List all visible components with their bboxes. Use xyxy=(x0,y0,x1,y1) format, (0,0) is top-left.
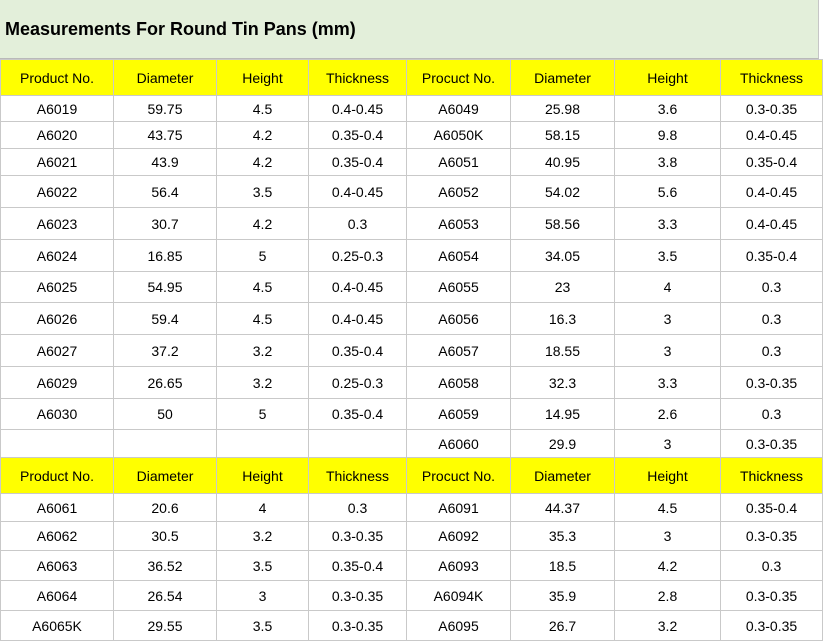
value-cell: 0.3-0.35 xyxy=(721,367,823,399)
product-number-cell: A6053 xyxy=(407,208,511,240)
value-cell: 0.25-0.3 xyxy=(309,240,407,272)
value-cell: 58.56 xyxy=(511,208,615,240)
table-row xyxy=(1,335,823,367)
value-cell: 36.52 xyxy=(114,551,217,581)
value-cell: 3 xyxy=(615,430,721,458)
product-number-cell: A6059 xyxy=(407,399,511,430)
column-header: Height xyxy=(217,60,309,96)
value-cell: 16.85 xyxy=(114,240,217,272)
value-cell: 0.4-0.45 xyxy=(309,96,407,122)
table-row xyxy=(1,303,823,335)
column-header: Height xyxy=(615,60,721,96)
table-row xyxy=(1,522,823,551)
value-cell: 43.9 xyxy=(114,149,217,176)
product-number-cell: A6021 xyxy=(1,149,114,176)
value-cell: 0.3-0.35 xyxy=(721,430,823,458)
value-cell: 3.8 xyxy=(615,149,721,176)
table-row xyxy=(1,122,823,149)
value-cell: 3.3 xyxy=(615,367,721,399)
value-cell: 0.3 xyxy=(309,208,407,240)
table-row xyxy=(1,176,823,208)
value-cell: 0.4-0.45 xyxy=(309,272,407,303)
column-header: Thickness xyxy=(309,60,407,96)
product-number-cell: A6057 xyxy=(407,335,511,367)
product-number-cell: A6094K xyxy=(407,581,511,611)
value-cell: 0.3-0.35 xyxy=(721,611,823,641)
product-number-cell: A6029 xyxy=(1,367,114,399)
value-cell: 3.3 xyxy=(615,208,721,240)
value-cell: 29.55 xyxy=(114,611,217,641)
table-title: Measurements For Round Tin Pans (mm) xyxy=(5,19,356,39)
table-row xyxy=(1,240,823,272)
value-cell: 59.75 xyxy=(114,96,217,122)
value-cell: 29.9 xyxy=(511,430,615,458)
product-number-cell: A6023 xyxy=(1,208,114,240)
value-cell: 44.37 xyxy=(511,494,615,522)
value-cell: 59.4 xyxy=(114,303,217,335)
column-header: Procuct No. xyxy=(407,458,511,494)
value-cell: 3 xyxy=(615,522,721,551)
product-number-cell xyxy=(1,430,114,458)
value-cell: 0.35-0.4 xyxy=(309,122,407,149)
table-row xyxy=(1,581,823,611)
product-number-cell: A6022 xyxy=(1,176,114,208)
column-header: Height xyxy=(615,458,721,494)
product-number-cell: A6058 xyxy=(407,367,511,399)
column-header: Diameter xyxy=(511,60,615,96)
product-number-cell: A6050K xyxy=(407,122,511,149)
product-number-cell: A6052 xyxy=(407,176,511,208)
value-cell: 4.5 xyxy=(217,96,309,122)
column-header: Thickness xyxy=(721,60,823,96)
column-header: Product No. xyxy=(1,458,114,494)
value-cell: 0.4-0.45 xyxy=(721,122,823,149)
table-row xyxy=(1,399,823,430)
column-header: Thickness xyxy=(721,458,823,494)
value-cell: 58.15 xyxy=(511,122,615,149)
column-header: Diameter xyxy=(114,458,217,494)
value-cell: 3 xyxy=(217,581,309,611)
value-cell: 3.5 xyxy=(217,551,309,581)
value-cell: 34.05 xyxy=(511,240,615,272)
product-number-cell: A6025 xyxy=(1,272,114,303)
value-cell: 4.2 xyxy=(217,149,309,176)
table-row xyxy=(1,430,823,458)
value-cell: 50 xyxy=(114,399,217,430)
value-cell: 32.3 xyxy=(511,367,615,399)
value-cell: 0.4-0.45 xyxy=(721,208,823,240)
value-cell: 26.54 xyxy=(114,581,217,611)
value-cell: 4.5 xyxy=(217,303,309,335)
value-cell: 9.8 xyxy=(615,122,721,149)
value-cell xyxy=(309,430,407,458)
value-cell: 0.3-0.35 xyxy=(721,581,823,611)
value-cell: 26.65 xyxy=(114,367,217,399)
product-number-cell: A6062 xyxy=(1,522,114,551)
value-cell: 2.8 xyxy=(615,581,721,611)
value-cell: 14.95 xyxy=(511,399,615,430)
value-cell: 2.6 xyxy=(615,399,721,430)
column-header: Thickness xyxy=(309,458,407,494)
value-cell: 3.5 xyxy=(217,176,309,208)
product-number-cell: A6056 xyxy=(407,303,511,335)
value-cell: 4.5 xyxy=(615,494,721,522)
column-header: Product No. xyxy=(1,60,114,96)
value-cell: 0.35-0.4 xyxy=(309,399,407,430)
value-cell: 56.4 xyxy=(114,176,217,208)
value-cell: 3 xyxy=(615,303,721,335)
table-row xyxy=(1,272,823,303)
value-cell: 23 xyxy=(511,272,615,303)
value-cell: 4.2 xyxy=(217,122,309,149)
value-cell: 0.35-0.4 xyxy=(721,494,823,522)
measurements-table xyxy=(0,59,823,641)
product-number-cell: A6054 xyxy=(407,240,511,272)
value-cell: 37.2 xyxy=(114,335,217,367)
table-row xyxy=(1,551,823,581)
value-cell: 3.2 xyxy=(217,367,309,399)
value-cell: 3.2 xyxy=(615,611,721,641)
value-cell: 25.98 xyxy=(511,96,615,122)
value-cell: 20.6 xyxy=(114,494,217,522)
value-cell: 35.3 xyxy=(511,522,615,551)
value-cell: 54.02 xyxy=(511,176,615,208)
table-row xyxy=(1,367,823,399)
value-cell: 4.5 xyxy=(217,272,309,303)
value-cell: 0.4-0.45 xyxy=(309,303,407,335)
value-cell: 16.3 xyxy=(511,303,615,335)
column-header: Diameter xyxy=(511,458,615,494)
product-number-cell: A6055 xyxy=(407,272,511,303)
product-number-cell: A6020 xyxy=(1,122,114,149)
value-cell: 0.3 xyxy=(309,494,407,522)
column-header: Height xyxy=(217,458,309,494)
product-number-cell: A6095 xyxy=(407,611,511,641)
value-cell: 3.2 xyxy=(217,522,309,551)
value-cell: 0.3-0.35 xyxy=(309,581,407,611)
value-cell: 5 xyxy=(217,240,309,272)
value-cell: 4.2 xyxy=(217,208,309,240)
product-number-cell: A6024 xyxy=(1,240,114,272)
value-cell: 5.6 xyxy=(615,176,721,208)
value-cell: 30.5 xyxy=(114,522,217,551)
value-cell: 18.5 xyxy=(511,551,615,581)
product-number-cell: A6049 xyxy=(407,96,511,122)
table-row xyxy=(1,96,823,122)
value-cell: 0.3 xyxy=(721,335,823,367)
value-cell: 3 xyxy=(615,335,721,367)
value-cell xyxy=(114,430,217,458)
value-cell: 26.7 xyxy=(511,611,615,641)
product-number-cell: A6026 xyxy=(1,303,114,335)
value-cell: 18.55 xyxy=(511,335,615,367)
value-cell: 0.3 xyxy=(721,551,823,581)
value-cell: 0.3 xyxy=(721,303,823,335)
product-number-cell: A6093 xyxy=(407,551,511,581)
value-cell: 40.95 xyxy=(511,149,615,176)
value-cell: 30.7 xyxy=(114,208,217,240)
product-number-cell: A6092 xyxy=(407,522,511,551)
value-cell: 5 xyxy=(217,399,309,430)
value-cell: 0.35-0.4 xyxy=(309,551,407,581)
value-cell: 0.25-0.3 xyxy=(309,367,407,399)
value-cell: 0.35-0.4 xyxy=(309,335,407,367)
value-cell: 3.5 xyxy=(217,611,309,641)
value-cell xyxy=(217,430,309,458)
value-cell: 0.35-0.4 xyxy=(721,240,823,272)
value-cell: 0.3-0.35 xyxy=(721,522,823,551)
value-cell: 43.75 xyxy=(114,122,217,149)
product-number-cell: A6065K xyxy=(1,611,114,641)
value-cell: 54.95 xyxy=(114,272,217,303)
product-number-cell: A6091 xyxy=(407,494,511,522)
value-cell: 0.3 xyxy=(721,272,823,303)
header-row xyxy=(1,458,823,494)
value-cell: 4.2 xyxy=(615,551,721,581)
value-cell: 3.2 xyxy=(217,335,309,367)
product-number-cell: A6030 xyxy=(1,399,114,430)
value-cell: 35.9 xyxy=(511,581,615,611)
column-header: Diameter xyxy=(114,60,217,96)
table-row xyxy=(1,149,823,176)
product-number-cell: A6063 xyxy=(1,551,114,581)
header-row xyxy=(1,60,823,96)
table-row xyxy=(1,494,823,522)
product-number-cell: A6051 xyxy=(407,149,511,176)
value-cell: 0.3 xyxy=(721,399,823,430)
product-number-cell: A6060 xyxy=(407,430,511,458)
value-cell: 0.4-0.45 xyxy=(721,176,823,208)
value-cell: 0.35-0.4 xyxy=(309,149,407,176)
value-cell: 4 xyxy=(615,272,721,303)
value-cell: 3.6 xyxy=(615,96,721,122)
value-cell: 0.4-0.45 xyxy=(309,176,407,208)
product-number-cell: A6061 xyxy=(1,494,114,522)
value-cell: 0.3-0.35 xyxy=(309,611,407,641)
column-header: Procuct No. xyxy=(407,60,511,96)
value-cell: 0.3-0.35 xyxy=(721,96,823,122)
product-number-cell: A6027 xyxy=(1,335,114,367)
value-cell: 0.3-0.35 xyxy=(309,522,407,551)
value-cell: 4 xyxy=(217,494,309,522)
table-row xyxy=(1,208,823,240)
title-bar xyxy=(0,0,819,59)
product-number-cell: A6064 xyxy=(1,581,114,611)
value-cell: 3.5 xyxy=(615,240,721,272)
product-number-cell: A6019 xyxy=(1,96,114,122)
table-row xyxy=(1,611,823,641)
value-cell: 0.35-0.4 xyxy=(721,149,823,176)
